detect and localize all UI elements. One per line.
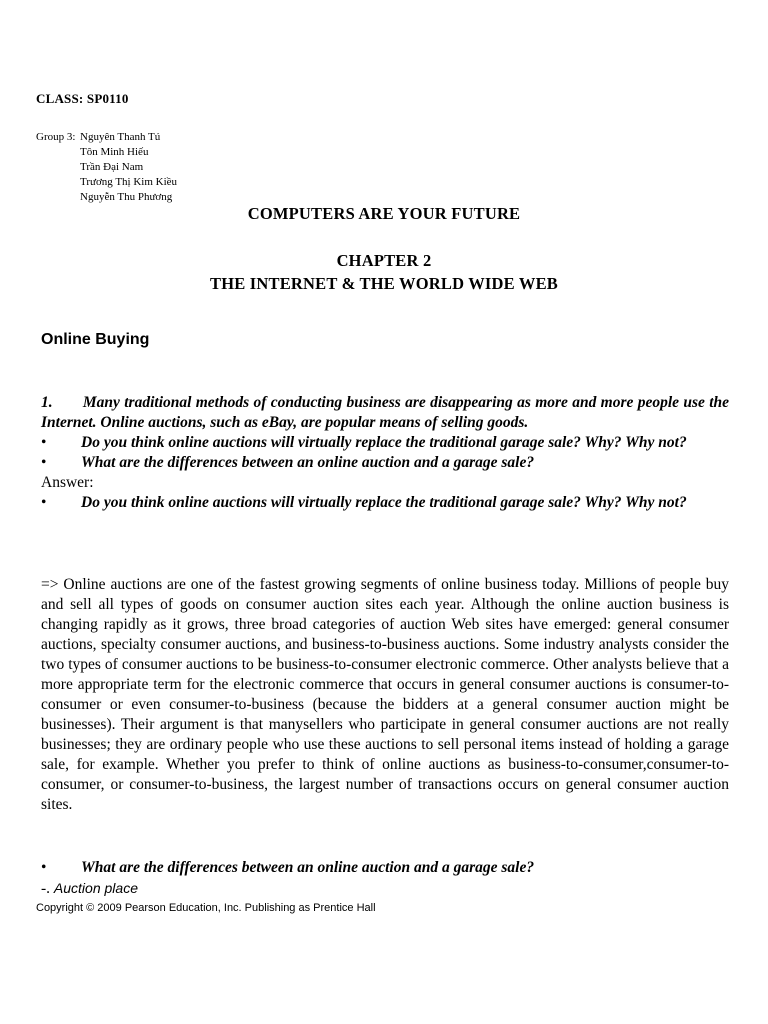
question-bullet-text: What are the differences between an online auction and a garage sale? [81,454,535,471]
chapter-heading: CHAPTER 2 [336,251,432,270]
question-block [41,393,729,513]
answer-paragraph: => Online auctions are one of the fastest growing segments of online business today. Millions of people buy and sell all types of goods on consumer auction sites each year. Although the online auction business is changing rapidly as it grows, three broad categories of auction Web sites have emerged: general consumer auctions, specialty consumer auctions, and business-to-business auctions. Some industry analysts consider the two types of consumer auctions to be business-to-consumer electronic commerce. Other analysts believe that a more appropriate term for the electronic commerce that occurs in general consumer auctions is consumer-to-consumer or even consumer-to-business (because the bidders at a general consumer auction might be businesses). Their argument is that manysellers who participate in general consumer auctions are not really businesses; they are ordinary people who use these auctions to sell personal items instead of holding a garage sale, for example. Whether you prefer to think of online auctions as business-to-consumer,consumer-to-consumer, or consumer-to-business, the largest number of transactions occurs on general consumer auction sites. [41,576,729,813]
group-member-row [36,175,177,190]
question-intro-text: Many traditional methods of conducting business are disappearing as more and more people use the Internet. Online auctions, such as eBay, are popular means of selling goods. [41,394,730,431]
group-member: Nguyễn Thu Phương [80,191,173,203]
group-member-row [36,130,177,145]
group-member: Nguyên Thanh Tú [80,131,161,143]
bullet-icon: • [41,434,47,451]
main-heading: COMPUTERS ARE YOUR FUTURE [247,204,521,223]
group-member: Trương Thị Kim Kiều [80,176,178,188]
group-member-row [36,145,177,160]
bullet-icon: • [41,859,47,876]
question-number: 1. [41,394,53,411]
bullet-icon: • [41,454,47,471]
class-line: CLASS: SP0110 [36,91,129,106]
answer-label: Answer: [41,474,94,491]
copyright-footer: Copyright © 2009 Pearson Education, Inc. Publishing as Prentice Hall [36,902,376,914]
auction-place-prefix: -. [41,880,51,897]
group-label: Group 3: [36,131,76,143]
question-bullet [41,453,729,473]
auction-place-text: Auction place [53,880,138,896]
question-bullet-text: Do you think online auctions will virtually replace the traditional garage sale? Why? Why not? [81,434,687,451]
group-member-row [36,190,177,205]
chapter-subtitle: THE INTERNET & THE WORLD WIDE WEB [209,274,558,293]
answer-bullet-text: Do you think online auctions will virtually replace the traditional garage sale? Why? Why not? [81,494,687,511]
question-intro [41,393,729,433]
answer-bullet-2 [41,858,729,899]
answer-bullet [41,493,729,513]
auction-place-line [41,878,729,899]
answer-bullet-text: What are the differences between an online auction and a garage sale? [81,859,535,876]
question-bullet [41,433,729,453]
group-member: Tôn Minh Hiếu [80,146,149,158]
section-title: Online Buying [41,331,150,348]
group-members [36,130,177,205]
group-member-row [36,160,177,175]
group-member: Trần Đại Nam [80,161,144,173]
bullet-icon: • [41,494,47,511]
